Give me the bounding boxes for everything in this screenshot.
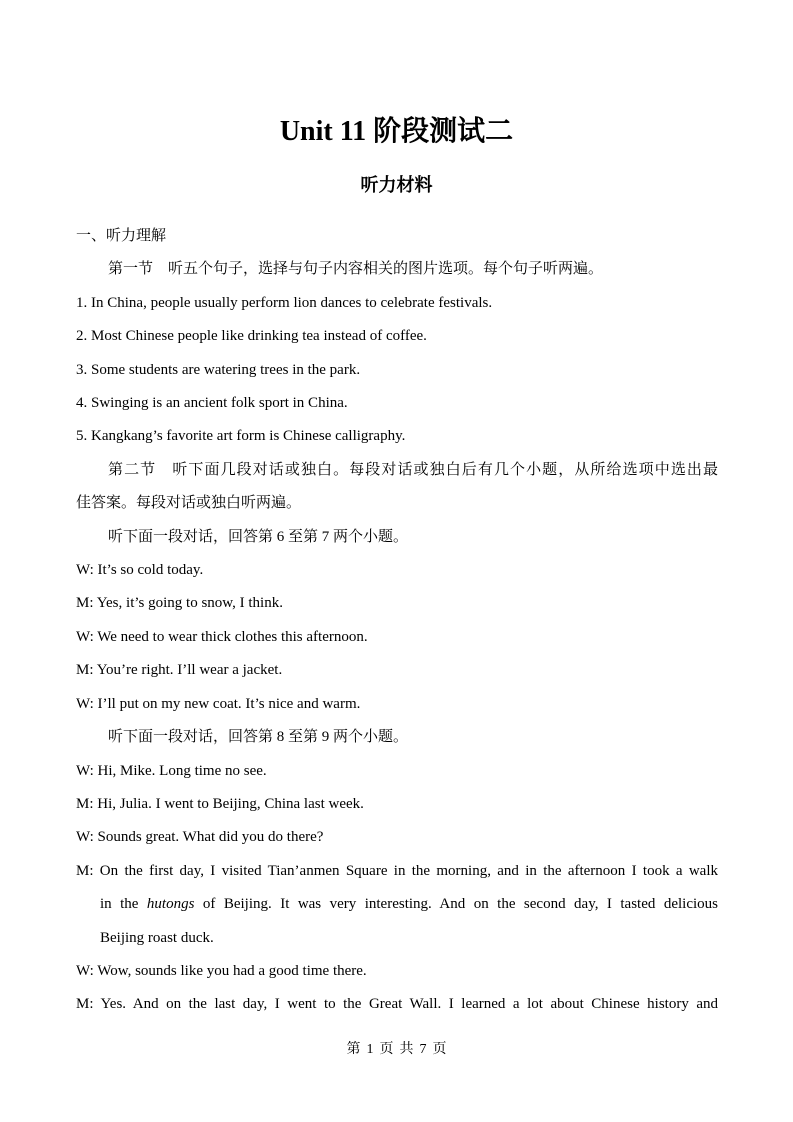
sentence-item: 1. In China, people usually perform lion dances to celebrate festivals. [76, 294, 493, 311]
last-line: M: Yes. And on the last day, I went to the Great Wall. I learned a lot about Chinese history and [76, 996, 718, 1013]
dialogue-line: W: Hi, Mike. Long time no see. [76, 762, 267, 779]
footer-total-pages: 7 [419, 1042, 427, 1057]
part2-instruction-line1: 第二节 听下面几段对话或独白。每段对话或独白后有几个小题，从所给选项中选出最 [108, 461, 718, 478]
part1-instruction: 第一节 听五个句子，选择与句子内容相关的图片选项。每个句子听两遍。 [108, 261, 604, 278]
page-subtitle: 听力材料 [360, 175, 433, 195]
footer-page-number: 1 [366, 1042, 374, 1057]
section-heading: 一、听力理解 [76, 228, 167, 244]
dialogue-line: W: Wow, sounds like you had a good time there. [76, 962, 367, 979]
sentence-item: 5. Kangkang’s favorite art form is Chinese calligraphy. [76, 428, 406, 445]
dialogue-line: W: Sounds great. What did you do there? [76, 829, 324, 846]
long-turn-line2-after: of Beijing. It was very interesting. And on the second day, I tasted delicious [194, 896, 718, 913]
sentence-item: 4. Swinging is an ancient folk sport in China. [76, 395, 348, 412]
dialogue-line: W: It’s so cold today. [76, 562, 204, 579]
dialogue-line: M: You’re right. I’ll wear a jacket. [76, 662, 283, 679]
sentence-item: 2. Most Chinese people like drinking tea instead of coffee. [76, 328, 427, 345]
sentence-item: 3. Some students are watering trees in the park. [76, 361, 361, 378]
footer-total-prefix: 共 [399, 1042, 414, 1057]
long-turn-line2-before: in the [100, 896, 147, 913]
part2-instruction-line2: 佳答案。每段对话或独白听两遍。 [76, 495, 302, 512]
dialogue-line: M: Hi, Julia. I went to Beijing, China last week. [76, 795, 364, 812]
footer-page-label: 页 [379, 1042, 394, 1057]
dialogue-line: W: We need to wear thick clothes this afternoon. [76, 628, 368, 645]
page-footer [0, 1038, 793, 1062]
dialogue-line: M: Yes, it’s going to snow, I think. [76, 595, 283, 612]
page-title: Unit 11 阶段测试二 [279, 116, 514, 147]
footer-suffix: 页 [432, 1042, 447, 1057]
dialogue2-intro: 听下面一段对话，回答第 8 至第 9 两个小题。 [108, 729, 409, 746]
hutongs-italic: hutongs [146, 896, 195, 913]
long-turn-line1: M: On the first day, I visited Tian’anmen Square in the morning, and in the afternoon I took a walk [76, 862, 718, 879]
long-turn-line2 [76, 888, 718, 921]
long-turn-line3: Beijing roast duck. [100, 929, 214, 946]
dialogue1-intro: 听下面一段对话，回答第 6 至第 7 两个小题。 [108, 528, 409, 545]
footer-prefix: 第 [346, 1042, 361, 1057]
document-body [76, 220, 718, 1022]
dialogue-line: W: I’ll put on my new coat. It’s nice and warm. [76, 695, 361, 712]
